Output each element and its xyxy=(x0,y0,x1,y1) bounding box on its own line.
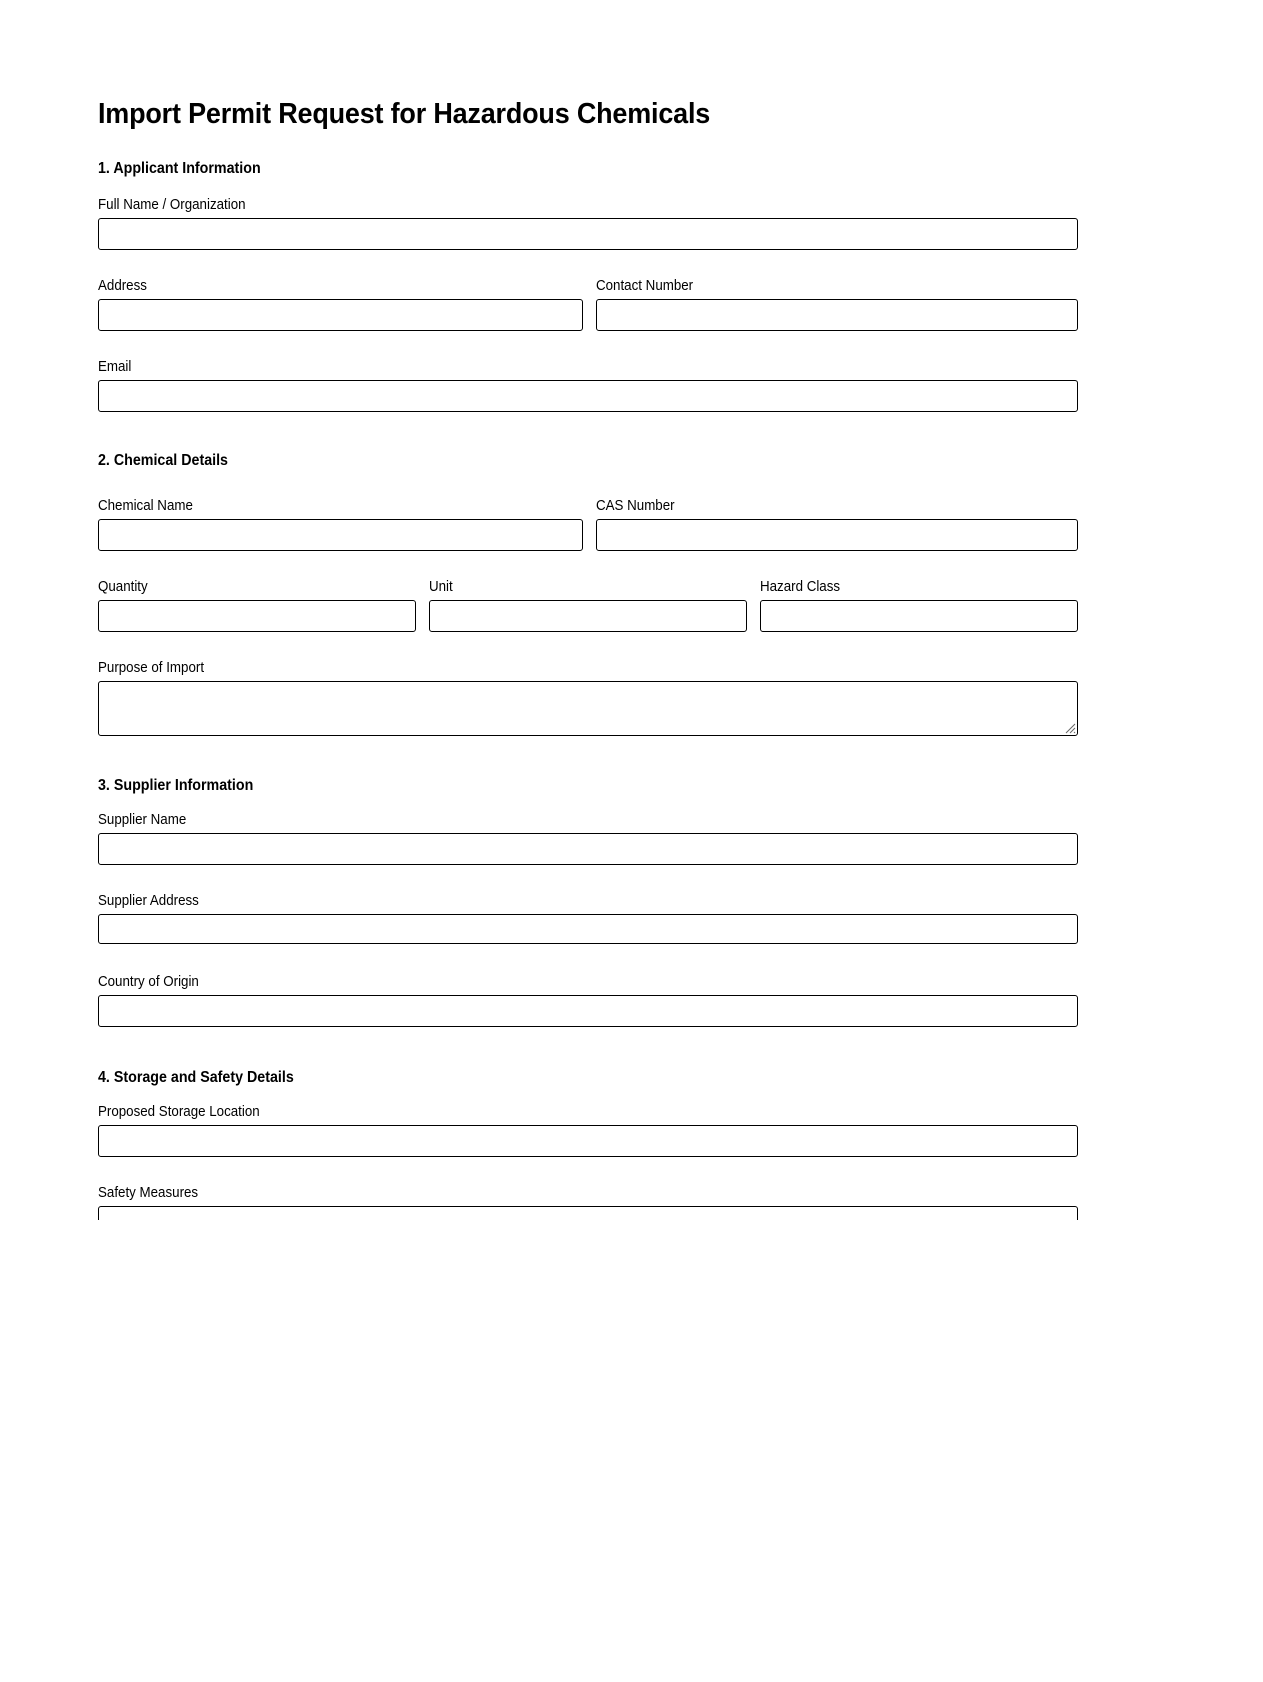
page-title: Import Permit Request for Hazardous Chemicals xyxy=(98,98,711,130)
field-hazard-class xyxy=(760,579,1078,632)
label-safety-measures: Safety Measures xyxy=(98,1185,199,1201)
field-cas-number xyxy=(596,498,1078,551)
section-heading-chemical-details: 2. Chemical Details xyxy=(98,452,228,469)
label-proposed-storage-location: Proposed Storage Location xyxy=(98,1104,260,1120)
label-full-name-organization: Full Name / Organization xyxy=(98,197,246,213)
section-storage-and-safety-details xyxy=(98,1069,1078,1087)
field-proposed-storage-location xyxy=(98,1104,1078,1157)
label-supplier-name: Supplier Name xyxy=(98,812,187,828)
label-unit: Unit xyxy=(429,579,453,595)
input-hazard-class[interactable] xyxy=(760,600,1078,632)
label-chemical-name: Chemical Name xyxy=(98,498,193,514)
field-safety-measures xyxy=(98,1185,1078,1220)
input-email[interactable] xyxy=(98,380,1078,412)
section-heading-supplier-information: 3. Supplier Information xyxy=(98,777,254,794)
input-address[interactable] xyxy=(98,299,583,331)
label-cas-number: CAS Number xyxy=(596,498,675,514)
label-purpose-of-import: Purpose of Import xyxy=(98,660,205,676)
section-applicant-information xyxy=(98,160,1078,178)
label-address: Address xyxy=(98,278,147,294)
section-supplier-information xyxy=(98,777,1078,795)
input-chemical-name[interactable] xyxy=(98,519,583,551)
section-heading-applicant-information: 1. Applicant Information xyxy=(98,160,261,177)
input-supplier-name[interactable] xyxy=(98,833,1078,865)
label-contact-number: Contact Number xyxy=(596,278,694,294)
input-proposed-storage-location[interactable] xyxy=(98,1125,1078,1157)
field-supplier-name xyxy=(98,812,1078,865)
field-address xyxy=(98,278,583,331)
input-safety-measures[interactable] xyxy=(98,1206,1078,1220)
label-hazard-class: Hazard Class xyxy=(760,579,841,595)
label-quantity: Quantity xyxy=(98,579,148,595)
textarea-purpose-of-import[interactable] xyxy=(98,681,1078,736)
field-full-name-organization xyxy=(98,197,1078,250)
section-chemical-details xyxy=(98,452,1078,470)
label-email: Email xyxy=(98,359,132,375)
field-email xyxy=(98,359,1078,412)
field-contact-number xyxy=(596,278,1078,331)
section-heading-storage-and-safety-details: 4. Storage and Safety Details xyxy=(98,1069,294,1086)
input-cas-number[interactable] xyxy=(596,519,1078,551)
input-country-of-origin[interactable] xyxy=(98,995,1078,1027)
input-unit[interactable] xyxy=(429,600,747,632)
label-country-of-origin: Country of Origin xyxy=(98,974,199,990)
field-chemical-name xyxy=(98,498,583,551)
field-purpose-of-import xyxy=(98,660,1078,736)
field-supplier-address xyxy=(98,893,1078,944)
input-quantity[interactable] xyxy=(98,600,416,632)
field-unit xyxy=(429,579,747,632)
input-contact-number[interactable] xyxy=(596,299,1078,331)
label-supplier-address: Supplier Address xyxy=(98,893,199,909)
input-full-name-organization[interactable] xyxy=(98,218,1078,250)
input-supplier-address[interactable] xyxy=(98,914,1078,944)
field-quantity xyxy=(98,579,416,632)
field-country-of-origin xyxy=(98,974,1078,1027)
